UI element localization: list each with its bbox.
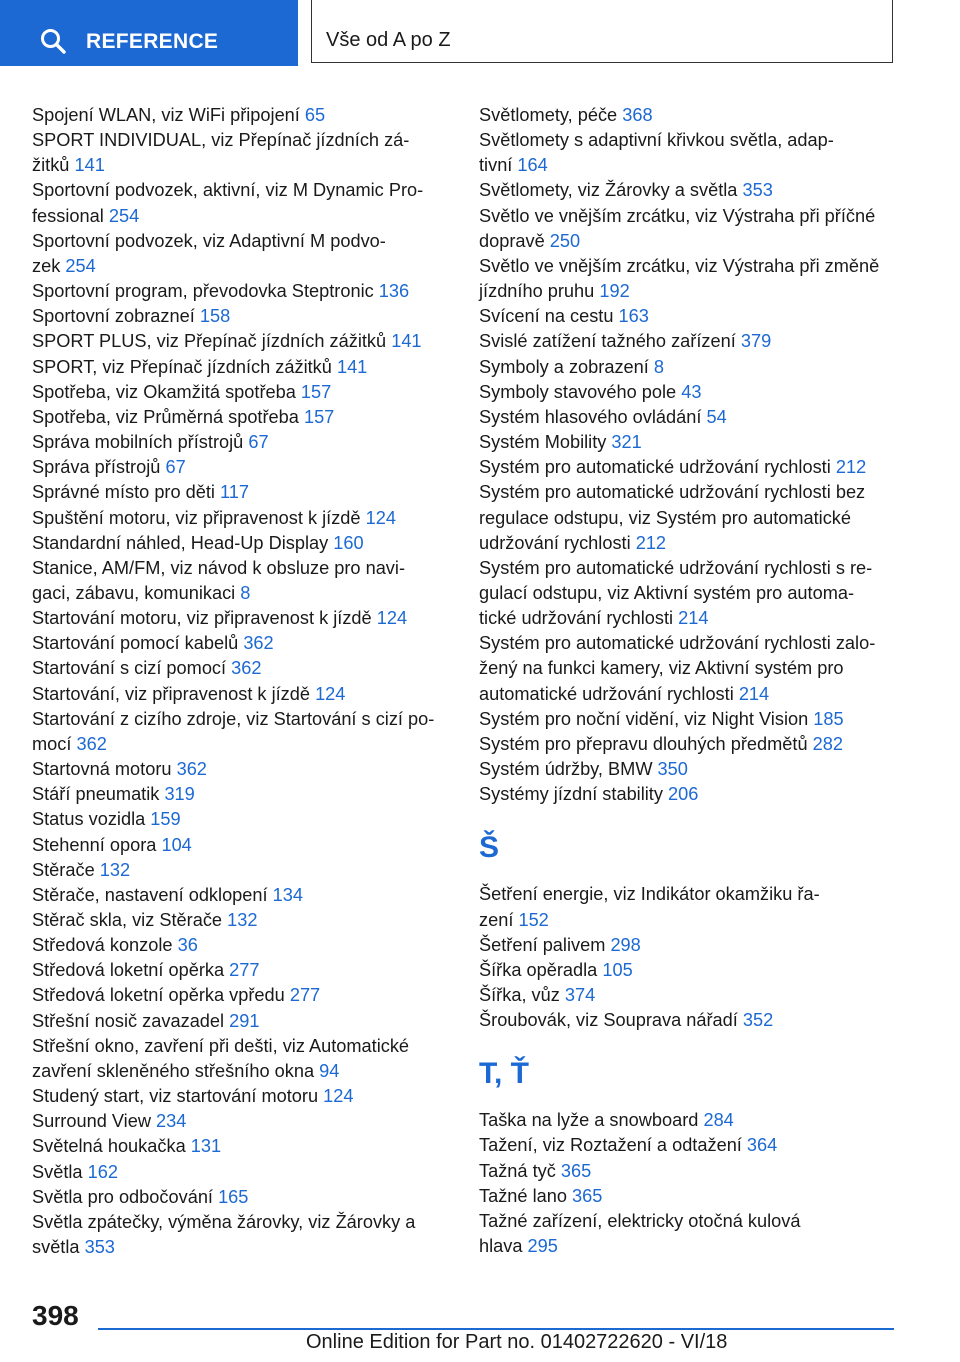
page-link[interactable]: 365	[572, 1185, 603, 1206]
index-entry-text: Šetření energie, viz Indikátor okamžiku řa-	[479, 884, 820, 905]
index-entry	[32, 128, 452, 178]
index-entry-text: hlava 295	[479, 1236, 558, 1257]
page-link[interactable]: 124	[376, 608, 408, 629]
index-entry	[32, 1034, 452, 1084]
index-entry-text: zení 152	[479, 909, 549, 930]
page-link[interactable]: 362	[76, 733, 107, 754]
index-entry	[32, 430, 452, 455]
page-link[interactable]: 141	[391, 331, 422, 352]
index-entry-text: Šířka opěradla 105	[479, 959, 633, 980]
page-link[interactable]: 364	[746, 1135, 778, 1156]
index-entry	[479, 480, 899, 555]
page-link[interactable]: 43	[681, 381, 702, 402]
page-link[interactable]: 36	[177, 935, 198, 956]
breadcrumb	[311, 0, 893, 63]
page-link[interactable]: 362	[176, 759, 207, 780]
page-link[interactable]: 163	[618, 306, 649, 327]
index-entry	[479, 732, 899, 757]
index-entry	[479, 556, 899, 631]
index-entry-text: Stěrače 132	[32, 859, 131, 880]
page-link[interactable]: 164	[517, 155, 548, 176]
page-link[interactable]: 132	[99, 859, 131, 880]
index-entry-text: SPORT INDIVIDUAL, viz Přepínač jízdních zá-	[32, 130, 410, 151]
page-link[interactable]: 319	[164, 784, 195, 805]
index-entry	[32, 757, 452, 782]
index-entry-text: Spotřeba, viz Okamžitá spotřeba 157	[32, 381, 332, 402]
index-entry	[479, 380, 899, 405]
page-link[interactable]: 141	[336, 356, 368, 377]
index-entry-text: Svícení na cestu 163	[479, 306, 649, 327]
page-link[interactable]: 67	[165, 457, 186, 478]
page-link[interactable]: 165	[218, 1186, 249, 1207]
index-entry	[479, 204, 899, 254]
index-entry-text: Spotřeba, viz Průměrná spotřeba 157	[32, 406, 335, 427]
index-group-s	[479, 103, 899, 807]
page-link[interactable]: 362	[243, 633, 274, 654]
page-link[interactable]: 160	[333, 532, 364, 553]
index-entry-text: gulací odstupu, viz Aktivní systém pro automa-	[479, 582, 855, 603]
index-entry	[32, 833, 452, 858]
index-entry	[32, 1160, 452, 1185]
page-link[interactable]: 379	[740, 331, 772, 352]
page-link[interactable]: 291	[229, 1010, 260, 1031]
index-entry	[32, 178, 452, 228]
page-link[interactable]: 295	[527, 1236, 558, 1257]
page-link[interactable]: 54	[706, 406, 727, 427]
index-entry-text: Stehenní opora 104	[32, 834, 192, 855]
index-column-right	[479, 103, 899, 1259]
page-link[interactable]: 284	[703, 1110, 734, 1131]
index-entry	[479, 329, 899, 354]
index-entry-text: Šířka, vůz 374	[479, 985, 596, 1005]
index-entry	[32, 606, 452, 631]
index-entry-text: SPORT, viz Přepínač jízdních zážitků 141	[32, 356, 368, 377]
index-entry-text: Středová konzole 36	[32, 935, 198, 956]
index-entry	[32, 1084, 452, 1109]
index-entry-text: Světla zpátečky, výměna žárovky, viz Žárovky a	[32, 1211, 416, 1232]
index-entry	[479, 304, 899, 329]
index-entry-text: automatické udržování rychlosti 214	[479, 683, 770, 704]
page-link[interactable]: 368	[622, 105, 653, 125]
page-link[interactable]: 94	[319, 1060, 340, 1081]
index-entry-text: Startování z cizího zdroje, viz Startování s cizí po-	[32, 708, 435, 729]
index-entry	[479, 1133, 899, 1158]
index-entry	[479, 178, 899, 203]
index-entry	[32, 983, 452, 1008]
index-entry-text: Spojení WLAN, viz WiFi připojení 65	[32, 105, 326, 125]
index-entry	[479, 1184, 899, 1209]
page-link[interactable]: 212	[635, 532, 667, 553]
index-entry	[32, 355, 452, 380]
index-column-left	[32, 103, 452, 1260]
index-entry-text: Světlomety, viz Žárovky a světla 353	[479, 180, 773, 201]
index-entry-text: Střešní okno, zavření při dešti, viz Automatické	[32, 1035, 410, 1056]
index-entry-text: zavření skleněného střešního okna 94	[32, 1060, 340, 1081]
index-entry-text: Sportovní zobrazneí 158	[32, 306, 231, 327]
page-link[interactable]: 67	[248, 432, 269, 453]
page-link[interactable]: 124	[323, 1086, 354, 1107]
index-entry	[479, 1159, 899, 1184]
index-entry	[32, 782, 452, 807]
page-link[interactable]: 277	[229, 960, 260, 981]
page-link[interactable]: 250	[549, 230, 581, 251]
page-link[interactable]: 234	[156, 1111, 187, 1132]
page-link[interactable]: 214	[678, 608, 709, 629]
page-link[interactable]: 277	[289, 985, 321, 1006]
index-entry-text: dopravě 250	[479, 230, 581, 251]
index-entry-text: regulace odstupu, viz Systém pro automatické	[479, 507, 852, 528]
index-entry	[479, 430, 899, 455]
page-link[interactable]: 185	[813, 708, 844, 729]
index-entry	[479, 983, 899, 1008]
index-entry	[479, 1108, 899, 1133]
index-entry-text: Systém pro automatické udržování rychlosti s re-	[479, 557, 873, 578]
index-entry-text: Systém pro automatické udržování rychlosti bez	[479, 482, 866, 503]
page-link[interactable]: 8	[240, 582, 251, 603]
page-link[interactable]: 105	[602, 959, 633, 980]
page-link[interactable]: 374	[564, 985, 596, 1005]
index-entry-text: Systém pro automatické udržování rychlosti zalo-	[479, 633, 876, 654]
page-link[interactable]: 353	[84, 1237, 115, 1258]
page-link[interactable]: 136	[378, 281, 410, 302]
page-link[interactable]: 321	[611, 432, 642, 453]
index-entry	[479, 757, 899, 782]
index-entry-text: světla 353	[32, 1237, 115, 1258]
index-entry-text: Systém údržby, BMW 350	[479, 759, 688, 780]
index-entry	[32, 707, 452, 757]
index-entry	[32, 380, 452, 405]
page-link[interactable]: 141	[74, 155, 105, 176]
page-link[interactable]: 157	[303, 406, 335, 427]
index-entry-text: Startování motoru, viz připravenost k jízdě 124	[32, 608, 408, 629]
index-entry	[479, 631, 899, 706]
index-entry-text: tické udržování rychlosti 214	[479, 608, 709, 629]
page-link[interactable]: 362	[231, 658, 262, 679]
search-icon	[40, 28, 66, 54]
page-link[interactable]: 214	[738, 683, 770, 704]
index-entry	[32, 1185, 452, 1210]
index-entry	[32, 858, 452, 883]
page-link[interactable]: 157	[300, 381, 332, 402]
index-entry-text: Sportovní podvozek, aktivní, viz M Dynamic Pro-	[32, 180, 424, 201]
footer-divider	[98, 1328, 894, 1330]
index-entry-text: Správné místo pro děti 117	[32, 482, 250, 503]
page-link[interactable]: 212	[835, 457, 867, 478]
page-link[interactable]: 104	[161, 834, 192, 855]
index-entry	[32, 1009, 452, 1034]
index-group-t	[479, 1108, 899, 1259]
index-entry	[32, 883, 452, 908]
index-entry	[32, 103, 452, 128]
index-entry-text: Správa přístrojů 67	[32, 457, 186, 478]
page-link[interactable]: 158	[199, 306, 231, 327]
page-link[interactable]: 282	[812, 733, 843, 754]
index-entry	[32, 455, 452, 480]
index-entry	[479, 355, 899, 380]
index-entry-text: zek 254	[32, 255, 96, 276]
index-entry-text: Světelná houkačka 131	[32, 1136, 222, 1157]
index-entry	[479, 882, 899, 932]
index-entry	[32, 556, 452, 606]
index-entry-text: Systém hlasového ovládání 54	[479, 406, 727, 427]
index-entry	[479, 128, 899, 178]
index-entry	[32, 1134, 452, 1159]
index-entry-text: Tažení, viz Roztažení a odtažení 364	[479, 1135, 778, 1156]
index-entry	[32, 1109, 452, 1134]
index-entry	[479, 254, 899, 304]
index-entry-text: Střešní nosič zavazadel 291	[32, 1010, 260, 1031]
index-entry	[32, 631, 452, 656]
index-entry-text: Systém pro noční vidění, viz Night Vision 185	[479, 708, 844, 729]
index-entry-text: tivní 164	[479, 155, 548, 176]
index-entry-text: mocí 362	[32, 733, 107, 754]
index-entry-text: Středová loketní opěrka 277	[32, 960, 260, 981]
page-link[interactable]: 117	[220, 482, 250, 503]
index-entry-text: žitků 141	[32, 155, 105, 176]
index-entry-text: gaci, zábavu, komunikaci 8	[32, 582, 251, 603]
index-entry-text: Správa mobilních přístrojů 67	[32, 432, 269, 453]
index-entry	[32, 933, 452, 958]
index-entry	[32, 1210, 452, 1260]
page-link[interactable]: 206	[668, 784, 699, 805]
index-entry-text: Světlo ve vnějším zrcátku, viz Výstraha při příčné	[479, 205, 876, 226]
index-entry-text: Systém pro přepravu dlouhých předmětů 282	[479, 733, 843, 754]
index-entry-text: Šetření palivem 298	[479, 934, 641, 955]
index-group-sh	[479, 882, 899, 1033]
index-entry-text: Status vozidla 159	[32, 809, 181, 830]
index-entry-text: Startování pomocí kabelů 362	[32, 633, 274, 654]
index-entry-text: Systém Mobility 321	[479, 432, 642, 453]
index-entry	[32, 682, 452, 707]
page-link[interactable]: 131	[190, 1136, 222, 1157]
index-entry-text: Symboly a zobrazení 8	[479, 356, 665, 377]
index-entry	[479, 933, 899, 958]
index-entry-text: Stanice, AM/FM, viz návod k obsluze pro navi-	[32, 557, 406, 578]
index-entry-text: Světlomety s adaptivní křivkou světla, adap-	[479, 130, 834, 151]
index-entry-text: SPORT PLUS, viz Přepínač jízdních zážitků 141	[32, 331, 422, 352]
index-entry-text: fessional 254	[32, 205, 140, 226]
index-entry-text: Stáří pneumatik 319	[32, 784, 195, 805]
page-link[interactable]: 350	[657, 759, 688, 780]
index-entry	[32, 958, 452, 983]
section-heading-sh: Š	[479, 831, 500, 865]
index-entry	[479, 455, 899, 480]
index-entry-text: Standardní náhled, Head-Up Display 160	[32, 532, 364, 553]
page-link[interactable]: 132	[227, 910, 258, 930]
breadcrumb-text[interactable]: Vše od A po Z	[326, 29, 451, 51]
page-link[interactable]: 162	[87, 1161, 118, 1182]
index-entry	[32, 229, 452, 279]
index-entry-text: žený na funkci kamery, viz Aktivní systém pro	[479, 658, 844, 679]
footer-edition: Online Edition for Part no. 01402722620 - VI/18	[306, 1331, 728, 1353]
index-entry	[32, 656, 452, 681]
index-entry	[479, 958, 899, 983]
index-entry	[32, 405, 452, 430]
top-bar	[0, 0, 960, 66]
index-entry-text: Symboly stavového pole 43	[479, 381, 702, 402]
index-entry-text: Startování, viz připravenost k jízdě 124	[32, 683, 346, 704]
index-entry	[479, 707, 899, 732]
index-entry	[32, 908, 452, 933]
index-entry-text: Studený start, viz startování motoru 124	[32, 1086, 354, 1107]
index-entry	[479, 405, 899, 430]
page-link[interactable]: 353	[742, 180, 773, 201]
index-entry-text: Spuštění motoru, viz připravenost k jízdě 124	[32, 507, 396, 528]
index-entry-text: Středová loketní opěrka vpředu 277	[32, 985, 321, 1006]
index-entry-text: Stěrač skla, viz Stěrače 132	[32, 910, 258, 930]
index-entry-text: Sportovní podvozek, viz Adaptivní M podvo-	[32, 230, 386, 251]
reference-label: REFERENCE	[86, 30, 219, 53]
index-entry-text: Systém pro automatické udržování rychlosti 212	[479, 457, 867, 478]
index-entry-text: Stěrače, nastavení odklopení 134	[32, 884, 304, 905]
index-entry-text: Tažné lano 365	[479, 1185, 603, 1206]
index-entry-text: Světlomety, péče 368	[479, 105, 653, 125]
page-link[interactable]: 134	[272, 884, 304, 905]
index-entry-text: Startovná motoru 362	[32, 759, 207, 780]
index-entry-text: Světlo ve vnějším zrcátku, viz Výstraha při změně	[479, 255, 880, 276]
index-entry-text: Tažné zařízení, elektricky otočná kulová	[479, 1210, 801, 1231]
page-link[interactable]: 152	[518, 909, 549, 930]
index-entry-text: Surround View 234	[32, 1111, 187, 1132]
page-link[interactable]: 124	[365, 507, 396, 528]
page-link[interactable]: 365	[560, 1160, 592, 1181]
index-entry	[479, 103, 899, 128]
page-link[interactable]: 254	[65, 255, 96, 276]
index-entry	[32, 304, 452, 329]
index-entry	[32, 506, 452, 531]
page-link[interactable]: 8	[653, 356, 665, 377]
index-entry	[32, 531, 452, 556]
reference-tab[interactable]	[0, 0, 298, 66]
index-entry-text: Šroubovák, viz Souprava nářadí 352	[479, 1010, 774, 1031]
index-entry-text: Tažná tyč 365	[479, 1160, 592, 1181]
index-entry-text: Svislé zatížení tažného zařízení 379	[479, 331, 772, 352]
page-link[interactable]: 65	[304, 105, 326, 125]
index-entry	[32, 329, 452, 354]
page-link[interactable]: 124	[315, 683, 346, 704]
page-link[interactable]: 159	[150, 809, 181, 830]
index-entry	[479, 782, 899, 807]
index-entry	[32, 480, 452, 505]
index-entry-text: Světla pro odbočování 165	[32, 1186, 249, 1207]
index-entry	[32, 807, 452, 832]
index-entry-text: Sportovní program, převodovka Steptronic 136	[32, 281, 410, 302]
page-link[interactable]: 298	[610, 934, 641, 955]
index-entry-text: udržování rychlosti 212	[479, 532, 667, 553]
page-number: 398	[32, 1300, 79, 1331]
index-entry-text: Taška na lyže a snowboard 284	[479, 1110, 734, 1131]
section-heading-t: T, Ť	[479, 1057, 529, 1091]
index-entry-text: Systémy jízdní stability 206	[479, 784, 699, 805]
page-link[interactable]: 352	[742, 1010, 774, 1031]
page-link[interactable]: 192	[599, 281, 630, 302]
index-entry	[479, 1008, 899, 1033]
index-entry-text: Světla 162	[32, 1161, 118, 1182]
index-entry	[479, 1209, 899, 1259]
index-entry-text: jízdního pruhu 192	[479, 281, 630, 302]
index-entry-text: Startování s cizí pomocí 362	[32, 658, 262, 679]
page-link[interactable]: 254	[108, 205, 140, 226]
index-entry	[32, 279, 452, 304]
